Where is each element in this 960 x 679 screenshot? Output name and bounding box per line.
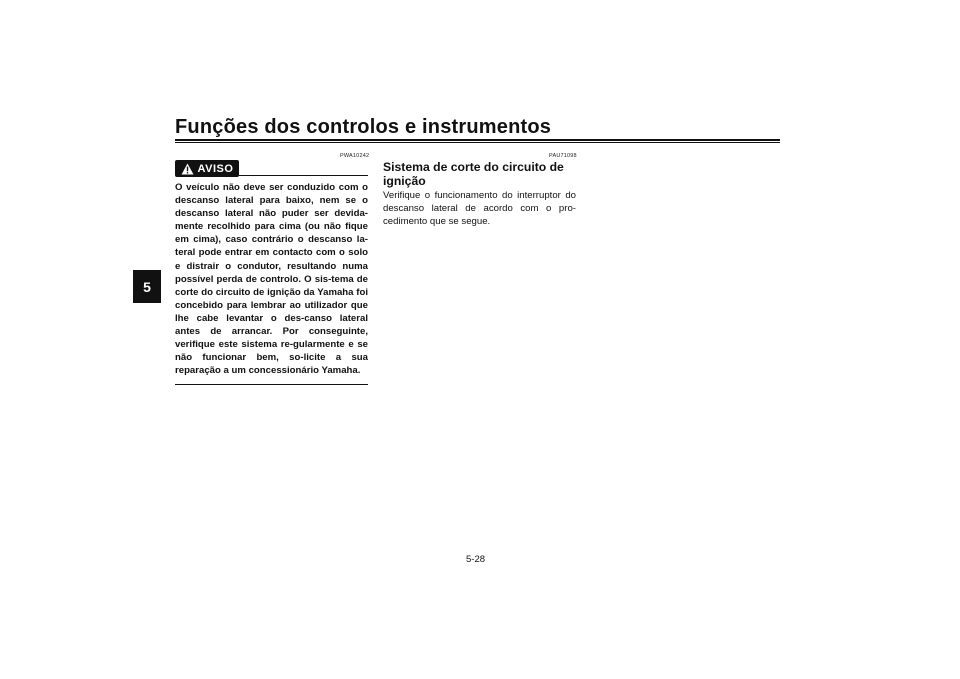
page-header-title: Funções dos controlos e instrumentos [175,116,552,138]
chapter-number: 5 [143,278,151,295]
warning-top-rule [239,175,368,176]
warning-badge [175,160,239,177]
warning-triangle-icon [181,163,194,175]
page-number: 5-28 [466,554,486,565]
warning-reference-code: PWA10242 [340,153,370,159]
section-heading: Sistema de corte do circuito de ignição [383,160,564,188]
section-reference-code: PAU71098 [549,153,577,159]
warning-text: O veículo não deve ser conduzido com o descanso lateral para baixo, nem se o descanso lateral não puder ser devida-mente recolhido para cima (ou não fique em cima), caso contrário o descanso la-teral pode entrar em contacto com o solo e distrair o condutor, resultando numa possível perda de controlo. O sis-tema de corte do circuito de ignição da Yamaha foi concebido para lembrar ao utilizador que lhe cabe levantar o des-canso lateral antes de arrancar. Por conseguinte, verifique este sistema re-gularmente e se não funcionar bem, so-licite a sua reparação a um concessionário Yamaha. [175,182,368,377]
section-body-text: Verifique o funcionamento do interruptor do descanso lateral de acordo com o pro-cedimento que se segue. [383,190,576,228]
header-rule [175,139,780,143]
warning-bottom-rule [175,384,368,385]
chapter-tab [133,270,161,303]
warning-badge-label: AVISO [197,162,234,175]
